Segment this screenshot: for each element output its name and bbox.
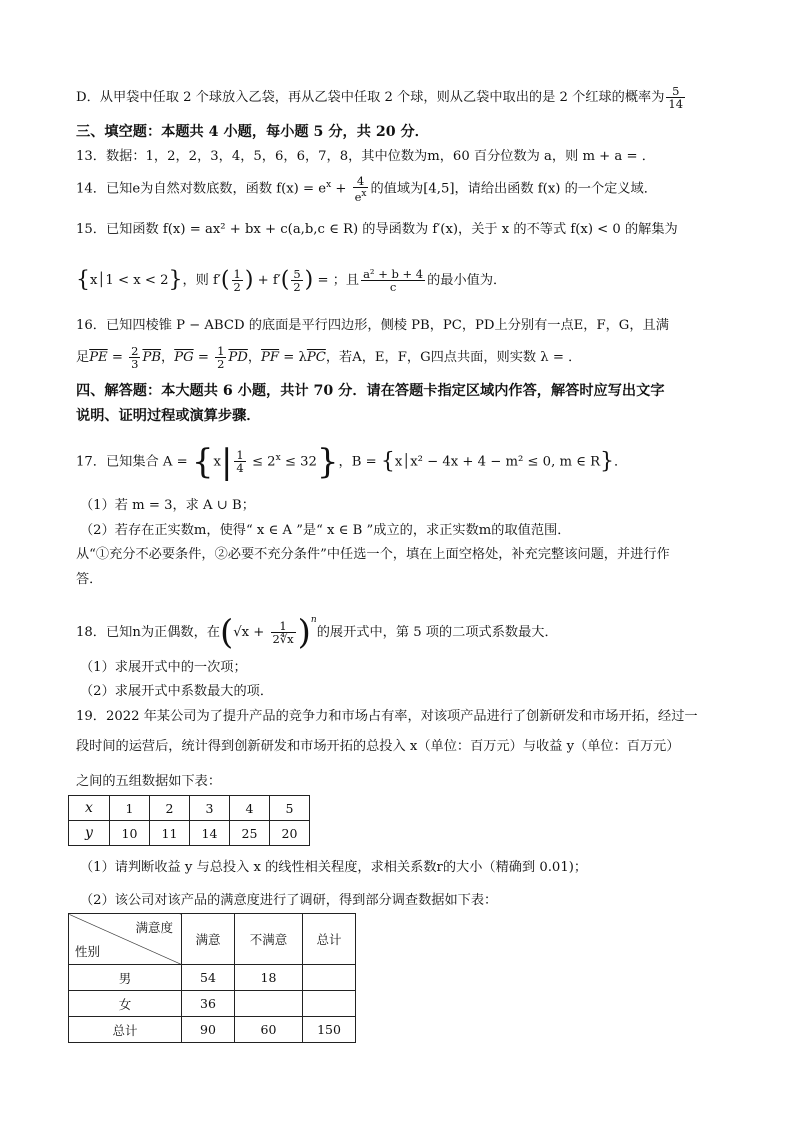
q17-part2: （2）若存在正实数m，使得“ x ∈ A ”是“ x ∈ B ”成立的，求正实数m的取值范围． — [80, 523, 571, 538]
option-d-text: D．从甲袋中任取 2 个球放入乙袋，再从乙袋中任取 2 个球，则从乙袋中取出的是 2 个红球的概率为 — [76, 90, 665, 105]
table-row: y 10 11 14 25 20 — [69, 821, 310, 846]
satisfaction-table — [68, 913, 356, 1043]
section-3-title: 三、填空题：本题共 4 小题，每小题 5 分，共 20 分． — [76, 124, 429, 140]
q17-part1: （1）若 m = 3，求 A ∪ B； — [80, 498, 255, 513]
question-13: 13．数据：1，2，2，3，4，5，6，6，7，8，其中位数为m，60 百分位数为 a，则 m + a = ． — [76, 149, 655, 164]
table-row: x 1 2 3 4 5 — [69, 796, 310, 821]
question-16-line1: 16．已知四棱锥 P − ABCD 的底面是平行四边形，侧棱 PB，PC，PD上分别有一点E，F，G，且满 — [76, 318, 669, 333]
table-row: 男 54 18 — [69, 965, 356, 991]
q18-part2: （2）求展开式中系数最大的项． — [80, 684, 274, 699]
question-14: 14．已知e为自然对数底数，函数 $f(x) = e^x$ + $\frac{4}{e^x}$ 的值域为[4,5]，请给出函数 f(x) 的一个定义域． — [76, 174, 657, 204]
q17-note-line2: 答． — [76, 572, 103, 587]
option-d — [76, 85, 726, 110]
table-corner-cell: 满意度 性别 — [69, 914, 182, 965]
q18-part1: （1）求展开式中的一次项； — [80, 660, 247, 675]
q15-half: $\frac{1}{2}$ — [233, 267, 241, 294]
data-table-xy — [68, 795, 310, 846]
table-header-row: 满意度 性别 满意 不满意 总计 — [69, 914, 356, 965]
table-row: 女 36 — [69, 991, 356, 1017]
q15-solution-set: x│1 < x < 2 — [90, 273, 169, 288]
question-15-line1: 15．已知函数 f(x) = ax² + bx + c(a,b,c ∈ R) 的导函数为 f′(x)，关于 x 的不等式 f(x) < 0 的解集为 — [76, 222, 678, 237]
q19-part1: （1）请判断收益 y 与总投入 x 的线性相关程度，求相关系数r的大小（精确到 0.01)； — [80, 860, 588, 875]
section-4-title-line2: 说明、证明过程或演算步骤． — [76, 408, 261, 424]
table-row: 总计 90 60 150 — [69, 1017, 356, 1043]
q19-part2: （2）该公司对该产品的满意度进行了调研，得到部分调查数据如下表： — [80, 893, 498, 908]
q14-fraction: $\frac{4}{e^x}$ — [354, 174, 367, 204]
q15-ratio: $\frac{\text{a² + b + 4}}{c}$ — [363, 267, 424, 294]
question-17: 17．已知集合 A = {x| $\frac{1}{4}$ ≤ $2^x \le 32$}，B = {x│x² − 4x + 4 − m² ≤ 0, m ∈ R}． — [76, 441, 628, 482]
q17-note-line1: 从“①充分不必要条件，②必要不充分条件”中任选一个，填在上面空格处，补充完整该问题，并进行作 — [76, 547, 670, 562]
option-d-fraction: $\frac{5}{14}$ — [668, 84, 684, 111]
question-18: 18．已知n为正偶数，在(√x + $\frac{1}{2∜x}$ )$^n$的展开式中，第 5 项的二项式系数最大． — [76, 612, 558, 653]
section-4-title-line1: 四、解答题：本大题共 6 小题，共计 70 分．请在答题卡指定区域内作答，解答时应写出文字 — [76, 383, 665, 399]
question-19-line3: 之间的五组数据如下表： — [76, 774, 222, 789]
q15-five-halves: $\frac{5}{2}$ — [293, 267, 301, 294]
question-15-line2: {x│1 < x < 2}，则 f′( $\frac{1}{2}$ ) + f′( $\frac{5}{2}$ ) = ；且 $\frac{\text{a² + b + 4}}{c}$ 的最小值为． — [76, 267, 507, 294]
question-16-line2: 足$\overline{PE}$ = $\frac{2}{3}$ $\overline{PB}$，$\overline{PG}$ = $\frac{1}{2}$ $\overline{PD}$，$\overline{PF} = \lambda\overline{PC}$，若A，E，F，G四点共面，则实数 λ = ． — [76, 344, 582, 371]
question-19-line1: 19．2022 年某公司为了提升产品的竞争力和市场占有率，对该项产品进行了创新研发和市场开拓，经过一 — [76, 709, 698, 724]
question-19-line2: 段时间的运营后，统计得到创新研发和市场开拓的总投入 x（单位：百万元）与收益 y（单位：百万元） — [76, 739, 680, 754]
